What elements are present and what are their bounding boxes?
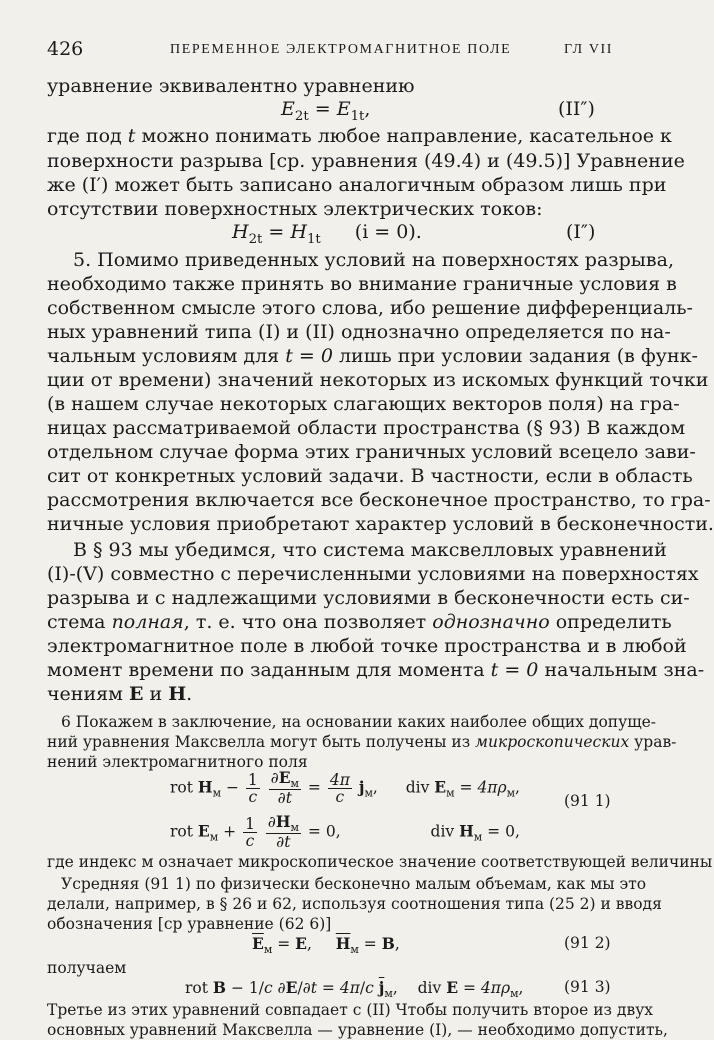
para1-line-4: отсутствии поверхностных электрических токов:: [47, 198, 543, 220]
page-number: 426: [47, 38, 84, 60]
para3-line-6: момент времени по заданным для момента t = 0 начальным зна-: [47, 659, 705, 681]
para2-line-8: ницах рассматриваемой области пространства (§ 93) В каждом: [47, 417, 686, 439]
equation-tag-91-3: (91 3): [564, 978, 611, 996]
small5-line-1: Третье из этих уравнений совпадает с (II) Чтобы получить второе из двух: [47, 1001, 654, 1019]
para3-line-7: чениям E и H.: [47, 683, 193, 705]
small3-line-1: Усредняя (91 1) по физически бесконечно малым объемам, как мы это: [61, 875, 647, 893]
small2-line: где индекс м означает микроскопическое значение соответствующей величины: [47, 853, 713, 871]
para2-line-1: 5. Помимо приведенных условий на поверхностях разрыва,: [73, 249, 674, 271]
para3-line-2: (I)-(V) совместно с перечисленными условиями на поверхностях: [47, 563, 699, 585]
equation-tag-II: (II″): [558, 98, 595, 120]
para2-line-3: собственном смысле этого слова, ибо решение дифференциаль-: [47, 297, 693, 319]
intro-line: уравнение эквивалентно уравнению: [47, 75, 415, 97]
equation-tag-91-1: (91 1): [564, 792, 611, 810]
small3-line-3: обозначения [ср уравнение (62 6)]: [47, 915, 332, 933]
para1-line-2: поверхности разрыва [ср. уравнения (49.4) и (49.5)] Уравнение: [47, 150, 685, 172]
small5-line-2: основных уравнений Максвелла — уравнение (I), — необходимо допустить,: [47, 1021, 668, 1039]
equation-tag-I: (I″): [566, 221, 596, 243]
small1-line-2: ний уравнения Максвелла могут быть получены из микроскопических урав-: [47, 733, 677, 751]
para2-line-7: (в нашем случае некоторых слагающих векторов поля) на гра-: [47, 393, 680, 415]
equation-91-1-row-2: rot $E_м$ + $\frac{1}{c}$ $\frac{\partial H_м}{\partial t}$ = 0, div $H_м = 0$,: [170, 812, 520, 852]
para2-line-2: необходимо также принять во внимание граничные условия в: [47, 273, 677, 295]
running-title: ПЕРЕМЕННОЕ ЭЛЕКТРОМАГНИТНОЕ ПОЛЕ: [170, 42, 512, 57]
para2-line-4: ных уравнений типа (I) и (II) однозначно определяется по на-: [47, 321, 671, 343]
small4-line: получаем: [47, 959, 127, 977]
para2-line-5: чальным условиям для t = 0 лишь при условии задания (в функ-: [47, 345, 698, 367]
equation-I: $H_{2t} = H_{1t}$ (i = 0).: [232, 221, 422, 247]
para2-line-6: ции от времени) значений некоторых из искомых функций точки: [47, 369, 709, 391]
small1-line-1: 6 Покажем в заключение, на основании каких наиболее общих допуще-: [61, 713, 657, 731]
para3-line-5: электромагнитное поле в любой точке пространства и в любой: [47, 635, 687, 657]
equation-tag-91-2: (91 2): [564, 934, 611, 952]
para2-line-10: сит от конкретных условий задачи. В частности, если в область: [47, 465, 693, 487]
equation-91-1-row-1: rot $H_м$ − $\frac{1}{c}$ $\frac{\partial E_м}{\partial t}$ = $\frac{4\pi}{c}$ $j_м$, div $E_м = 4\pi\rho_м$,: [170, 768, 520, 808]
para2-line-9: отдельном случае форма этих граничных условий всецело зави-: [47, 441, 696, 463]
para3-line-3: разрыва и с надлежащими условиями в бесконечности есть си-: [47, 587, 690, 609]
equation-91-2: $\overline{E}_м = E$, $\overline{H}_м = B$,: [252, 934, 400, 957]
para1-line-3: же (I′) может быть записано аналогичным образом лишь при: [47, 174, 667, 196]
chapter-label: ГЛ VII: [564, 42, 614, 57]
small3-line-2: делали, например, в § 26 и 62, используя соотношения типа (25 2) и вводя: [47, 895, 662, 913]
para3-line-4: стема полная, т. е. что она позволяет однозначно определить: [47, 611, 672, 633]
para2-line-12: ничные условия приобретают характер условий в бесконечности.: [47, 513, 714, 535]
small1-line-3: нений электромагнитного поля: [47, 753, 308, 771]
equation-91-3-row-1: rot B − 1/c ∂E/∂t = 4π/c $\overline{j}_м$, div $E = 4\pi\rho_м$,: [185, 978, 524, 1001]
para3-line-1: В § 93 мы убедимся, что система максвелловых уравнений: [73, 539, 667, 561]
equation-II: $E_{2t} = E_{1t}$,: [281, 98, 371, 124]
para1-line-1: где под t можно понимать любое направление, касательное к: [47, 125, 672, 147]
para2-line-11: рассмотрения включается все бесконечное пространство, то гра-: [47, 489, 711, 511]
